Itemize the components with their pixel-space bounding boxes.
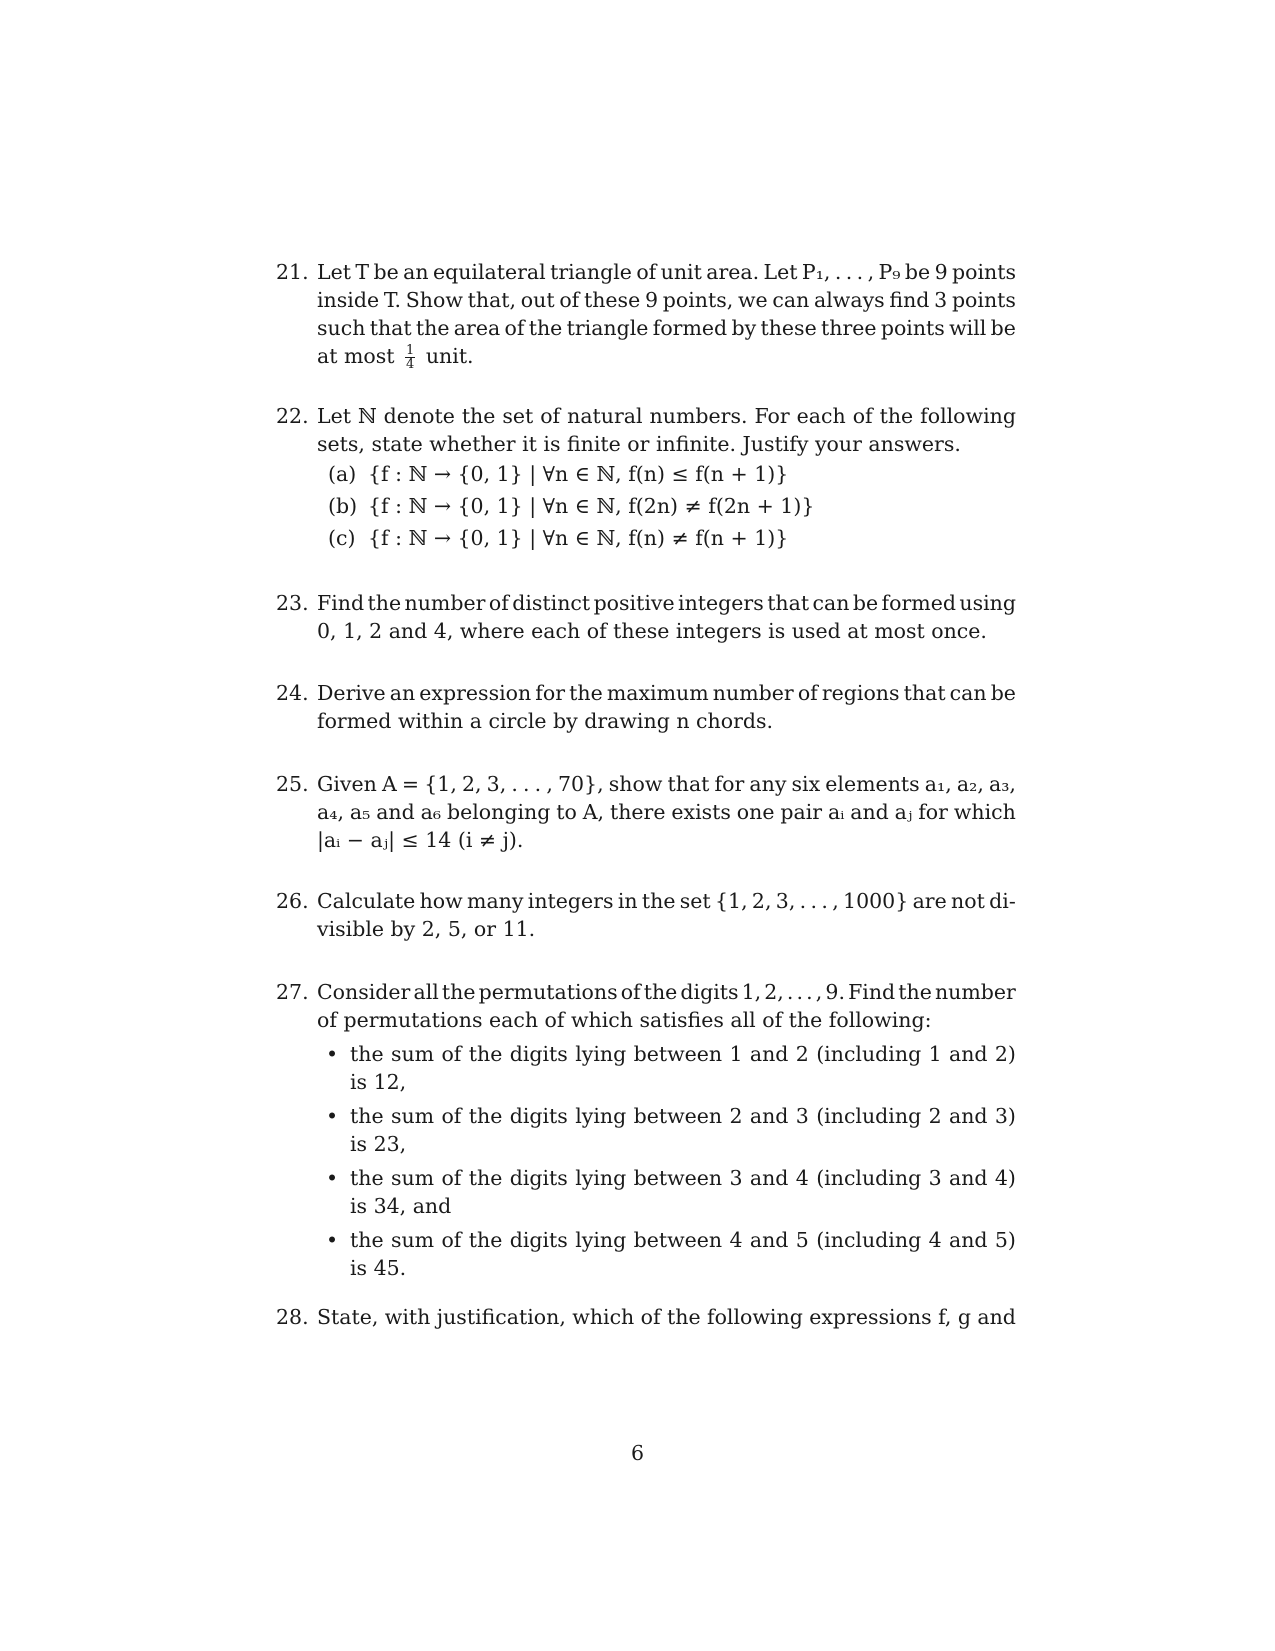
word: set xyxy=(679,889,711,913)
word: integers xyxy=(678,591,764,615)
word: . xyxy=(856,260,864,284)
problem-number: 26. xyxy=(276,889,309,913)
word: number xyxy=(404,591,486,615)
problem-text-line xyxy=(317,402,1016,430)
word: di- xyxy=(989,889,1016,913)
word: lying xyxy=(575,1228,627,1252)
word: 5 xyxy=(795,1228,809,1252)
subpart xyxy=(328,490,1016,522)
word: T. xyxy=(383,288,402,312)
word: the xyxy=(641,889,676,913)
word: {1, xyxy=(714,889,748,913)
word: 3, xyxy=(486,772,507,796)
word: f, xyxy=(938,1305,952,1329)
word: a₆ xyxy=(420,800,442,824)
word: of xyxy=(540,404,561,428)
word: are xyxy=(912,889,947,913)
word: unit xyxy=(660,260,702,284)
word: to xyxy=(556,800,577,824)
word: g xyxy=(957,1305,971,1329)
problem-28 xyxy=(276,1303,1016,1331)
word: the xyxy=(667,1305,701,1329)
word: one xyxy=(736,800,775,824)
problem-number: 27. xyxy=(276,980,309,1004)
problem-text-line xyxy=(317,1303,1016,1331)
word: 9. xyxy=(825,980,845,1004)
word: . xyxy=(821,889,828,913)
word: in xyxy=(617,889,638,913)
word: and xyxy=(948,1228,988,1252)
word: Consider xyxy=(317,980,411,1004)
word: (including xyxy=(816,1228,922,1252)
word: for xyxy=(535,681,566,705)
bullet-text-line xyxy=(350,1226,1016,1254)
word: the xyxy=(898,980,932,1004)
problem-25 xyxy=(276,770,1016,854)
word: formed xyxy=(881,591,956,615)
word: sum xyxy=(390,1166,435,1190)
word: not xyxy=(951,889,985,913)
word: show xyxy=(608,772,663,796)
word: 3 xyxy=(934,288,948,312)
word: expressions xyxy=(809,1305,932,1329)
word: can xyxy=(812,591,850,615)
word: 4 xyxy=(729,1228,743,1252)
problem-text-line xyxy=(317,314,1016,342)
word: justification, xyxy=(436,1305,566,1329)
word: three xyxy=(821,316,877,340)
word: the xyxy=(468,1042,503,1066)
word: will xyxy=(949,316,987,340)
word: For xyxy=(754,404,790,428)
bullet-icon: • xyxy=(326,1228,339,1252)
word: . xyxy=(834,260,842,284)
word: 1 xyxy=(729,1042,743,1066)
word: numbers. xyxy=(649,404,748,428)
word: 3) xyxy=(994,1104,1016,1128)
word: the xyxy=(367,591,402,615)
word: lying xyxy=(575,1166,627,1190)
word: ℕ xyxy=(357,404,377,428)
word: sum xyxy=(390,1228,435,1252)
word: aᵢ xyxy=(827,800,845,824)
problem-number: 21. xyxy=(276,260,309,284)
word: these xyxy=(760,316,817,340)
word: . xyxy=(534,772,542,796)
bullet-text-line xyxy=(350,1040,1016,1068)
problem-21 xyxy=(276,258,1016,371)
word: of xyxy=(488,591,509,615)
word: between xyxy=(633,1104,723,1128)
word: such xyxy=(317,316,366,340)
problem-22 xyxy=(276,402,1016,554)
problem-text-line xyxy=(317,589,1016,617)
subpart-label: (a) xyxy=(328,462,357,486)
bullet-text-line: is 23, xyxy=(350,1132,407,1156)
word: Let xyxy=(317,404,351,428)
word: lying xyxy=(575,1042,627,1066)
word: how xyxy=(419,889,463,913)
word: Derive xyxy=(317,681,386,705)
word: the xyxy=(350,1166,384,1190)
subpart xyxy=(328,458,1016,490)
word: permutations xyxy=(478,980,618,1004)
word: 3, xyxy=(775,889,796,913)
word: pair xyxy=(780,800,823,824)
word: of xyxy=(620,980,641,1004)
word: (including xyxy=(816,1166,922,1190)
word: 1, xyxy=(741,980,762,1004)
word: following xyxy=(707,1305,803,1329)
word: the xyxy=(350,1042,384,1066)
word: triangle xyxy=(566,316,649,340)
word: which xyxy=(953,800,1016,824)
word: the xyxy=(468,1228,503,1252)
word: the xyxy=(643,980,678,1004)
word: Show xyxy=(405,288,463,312)
bullet-item xyxy=(326,1164,1016,1220)
word: . xyxy=(799,889,807,913)
bullet-item xyxy=(326,1040,1016,1096)
word: can xyxy=(772,288,810,312)
subpart-label: (b) xyxy=(328,494,358,518)
word: a₅ xyxy=(349,800,371,824)
word: 1 xyxy=(928,1042,942,1066)
inline-text: unit. xyxy=(425,344,474,368)
word: be xyxy=(852,591,879,615)
word: 2) xyxy=(994,1042,1016,1066)
word: . xyxy=(810,889,818,913)
word: A xyxy=(381,772,397,796)
word: 4 xyxy=(795,1166,809,1190)
problem-number: 24. xyxy=(276,681,309,705)
word: natural xyxy=(567,404,643,428)
word: maximum xyxy=(606,681,709,705)
word: points xyxy=(951,288,1016,312)
word: these xyxy=(583,288,641,312)
word: of xyxy=(441,1104,462,1128)
subpart xyxy=(328,522,1016,554)
word: digits xyxy=(509,1104,568,1128)
subpart-text: {f : ℕ → {0, 1} | ∀n ∈ ℕ, f(n) ≤ f(n + 1)} xyxy=(368,462,789,486)
problem-text-line: |aᵢ − aⱼ| ≤ 14 (i ≠ j). xyxy=(317,828,524,852)
word: triangle xyxy=(550,260,632,284)
word: a₂, xyxy=(956,772,984,796)
word: that xyxy=(767,591,810,615)
problem-27 xyxy=(276,978,1016,1288)
word: 2 xyxy=(729,1104,743,1128)
word: aⱼ xyxy=(894,800,913,824)
word: all xyxy=(413,980,439,1004)
word: of xyxy=(636,260,657,284)
word: denote xyxy=(383,404,455,428)
word: 9 xyxy=(934,260,948,284)
bullet-text-line xyxy=(350,1102,1016,1130)
word: State, xyxy=(317,1305,379,1329)
word: Let xyxy=(763,260,798,284)
word: (including xyxy=(816,1042,922,1066)
word: an xyxy=(389,681,416,705)
word: that xyxy=(667,772,710,796)
word: area. xyxy=(706,260,760,284)
problem-text-line xyxy=(317,679,1016,707)
word: P₁, xyxy=(801,260,831,284)
word: be xyxy=(904,260,931,284)
word: points xyxy=(952,260,1016,284)
problem-text-line: of permutations each of which satisfies all of the following: xyxy=(317,1008,932,1032)
problem-number: 22. xyxy=(276,404,309,428)
word: and xyxy=(948,1042,988,1066)
word: area xyxy=(453,316,501,340)
bullet-text-line: is 12, xyxy=(350,1070,407,1094)
problem-text-line: visible by 2, 5, or 11. xyxy=(317,917,536,941)
word: . xyxy=(845,260,853,284)
word: that xyxy=(369,316,412,340)
word: points, xyxy=(662,288,734,312)
word: positive xyxy=(593,591,675,615)
problem-number: 28. xyxy=(276,1305,309,1329)
word: we xyxy=(737,288,768,312)
word: the xyxy=(350,1228,384,1252)
problem-number: 23. xyxy=(276,591,309,615)
problem-text-line: 0, 1, 2 and 4, where each of these integers is used at most once. xyxy=(317,619,987,643)
bullet-icon: • xyxy=(326,1166,339,1190)
problem-24 xyxy=(276,679,1016,735)
problem-text-line xyxy=(317,258,1016,286)
word: = xyxy=(401,772,420,796)
word: formed xyxy=(652,316,728,340)
problem-text-line xyxy=(317,978,1016,1006)
word: regions xyxy=(821,681,900,705)
problem-text-line xyxy=(317,887,1016,915)
word: be xyxy=(373,260,399,284)
word: of xyxy=(441,1228,462,1252)
word: and xyxy=(948,1104,988,1128)
word: the xyxy=(415,316,450,340)
word: there xyxy=(609,800,666,824)
word: the xyxy=(879,404,914,428)
word: always xyxy=(814,288,885,312)
word: number xyxy=(712,681,794,705)
word: digits xyxy=(509,1042,568,1066)
word: (including xyxy=(816,1104,922,1128)
problem-26 xyxy=(276,887,1016,943)
word: 3 xyxy=(729,1166,743,1190)
word: between xyxy=(633,1166,723,1190)
word: each xyxy=(796,404,846,428)
word: following xyxy=(920,404,1016,428)
bullet-text-line: is 45. xyxy=(350,1256,407,1280)
word: for xyxy=(714,772,745,796)
word: any xyxy=(749,772,787,796)
bullet-item xyxy=(326,1102,1016,1158)
word: 9 xyxy=(644,288,658,312)
word: the xyxy=(528,316,563,340)
word: , xyxy=(832,889,839,913)
word: that, xyxy=(467,288,517,312)
word: 5) xyxy=(994,1228,1016,1252)
word: using xyxy=(959,591,1016,615)
word: Calculate xyxy=(317,889,416,913)
word: the xyxy=(461,404,496,428)
word: 4 xyxy=(928,1228,942,1252)
word: set xyxy=(502,404,534,428)
word: a₁, xyxy=(924,772,952,796)
word: 3 xyxy=(795,1104,809,1128)
word: 2, xyxy=(461,772,482,796)
word: Find xyxy=(848,980,896,1004)
problem-23 xyxy=(276,589,1016,645)
word: 2 xyxy=(795,1042,809,1066)
word: be xyxy=(990,316,1016,340)
problem-text-line xyxy=(317,798,1016,826)
word: 1000} xyxy=(843,889,909,913)
word: by xyxy=(731,316,757,340)
word: T xyxy=(355,260,370,284)
word: a₃, xyxy=(988,772,1016,796)
bullet-text-line: is 34, and xyxy=(350,1194,452,1218)
word: and xyxy=(977,1305,1016,1329)
word: and xyxy=(749,1166,789,1190)
word: and xyxy=(376,800,415,824)
word: Given xyxy=(317,772,377,796)
word: P₉ xyxy=(878,260,901,284)
word: the xyxy=(350,1104,384,1128)
word: between xyxy=(633,1228,723,1252)
bullet-icon: • xyxy=(326,1104,339,1128)
word: and xyxy=(749,1104,789,1128)
bullet-list xyxy=(326,1040,1016,1282)
word: , xyxy=(867,260,875,284)
word: sum xyxy=(390,1104,435,1128)
word: distinct xyxy=(512,591,591,615)
word: out xyxy=(520,288,555,312)
word: . xyxy=(511,772,518,796)
inline-text: at most xyxy=(317,344,395,368)
word: the xyxy=(468,1104,503,1128)
word: integers xyxy=(527,889,614,913)
word: digits xyxy=(509,1166,568,1190)
word: an xyxy=(403,260,429,284)
problem-text-line: formed within a circle by drawing n chords. xyxy=(317,709,774,733)
problem-text-line xyxy=(317,286,1016,314)
word: Let xyxy=(317,260,351,284)
word: sum xyxy=(390,1042,435,1066)
word: number xyxy=(934,980,1016,1004)
word: many xyxy=(467,889,524,913)
word: be xyxy=(990,681,1016,705)
word: a₄, xyxy=(317,800,344,824)
word: and xyxy=(749,1228,789,1252)
word: 70}, xyxy=(557,772,604,796)
word: 4) xyxy=(994,1166,1016,1190)
word: Find xyxy=(317,591,365,615)
problem-number: 25. xyxy=(276,772,309,796)
fraction-numerator: 1 xyxy=(406,343,415,358)
word: 2 xyxy=(928,1104,942,1128)
fraction xyxy=(405,344,415,371)
word: lying xyxy=(575,1104,627,1128)
word: exists xyxy=(671,800,731,824)
word: 2, xyxy=(751,889,772,913)
word: of xyxy=(504,316,525,340)
word: . xyxy=(806,980,813,1004)
word: , xyxy=(546,772,553,796)
word: inside xyxy=(317,288,380,312)
word: digits xyxy=(509,1228,568,1252)
word: {1, xyxy=(424,772,457,796)
word: belonging xyxy=(447,800,551,824)
fraction-denominator: 4 xyxy=(406,357,415,372)
bullet-text-line xyxy=(350,1164,1016,1192)
word: of xyxy=(640,1305,661,1329)
word: for xyxy=(918,800,948,824)
word: find xyxy=(889,288,930,312)
word: which xyxy=(572,1305,635,1329)
problem-text-line xyxy=(317,342,1016,371)
word: and xyxy=(948,1166,988,1190)
word: between xyxy=(633,1042,723,1066)
word: of xyxy=(852,404,873,428)
word: . xyxy=(523,772,530,796)
word: of xyxy=(441,1166,462,1190)
word: A, xyxy=(582,800,605,824)
word: with xyxy=(384,1305,431,1329)
word: and xyxy=(749,1042,789,1066)
word: can xyxy=(949,681,987,705)
page-number: 6 xyxy=(630,1441,645,1465)
word: , xyxy=(815,980,823,1004)
word: of xyxy=(797,681,818,705)
word: . xyxy=(786,980,794,1004)
subpart-text: {f : ℕ → {0, 1} | ∀n ∈ ℕ, f(2n) ≠ f(2n + 1)} xyxy=(368,494,815,518)
word: expression xyxy=(419,681,532,705)
word: equilateral xyxy=(432,260,546,284)
word: points xyxy=(880,316,945,340)
word: and xyxy=(850,800,889,824)
problem-text-line xyxy=(317,770,1016,798)
word: 3 xyxy=(928,1166,942,1190)
bullet-icon: • xyxy=(326,1042,339,1066)
word: that xyxy=(903,681,946,705)
word: of xyxy=(441,1042,462,1066)
subpart-label: (c) xyxy=(328,526,356,550)
word: . xyxy=(796,980,804,1004)
word: of xyxy=(559,288,580,312)
word: digits xyxy=(680,980,739,1004)
word: the xyxy=(441,980,476,1004)
problem-text-line: sets, state whether it is finite or infinite. Justify your answers. xyxy=(317,432,961,456)
word: the xyxy=(468,1166,503,1190)
subpart-text: {f : ℕ → {0, 1} | ∀n ∈ ℕ, f(n) ≠ f(n + 1)} xyxy=(368,526,789,550)
bullet-item xyxy=(326,1226,1016,1282)
word: elements xyxy=(825,772,920,796)
word: six xyxy=(791,772,821,796)
word: 2, xyxy=(764,980,784,1004)
word: the xyxy=(569,681,603,705)
